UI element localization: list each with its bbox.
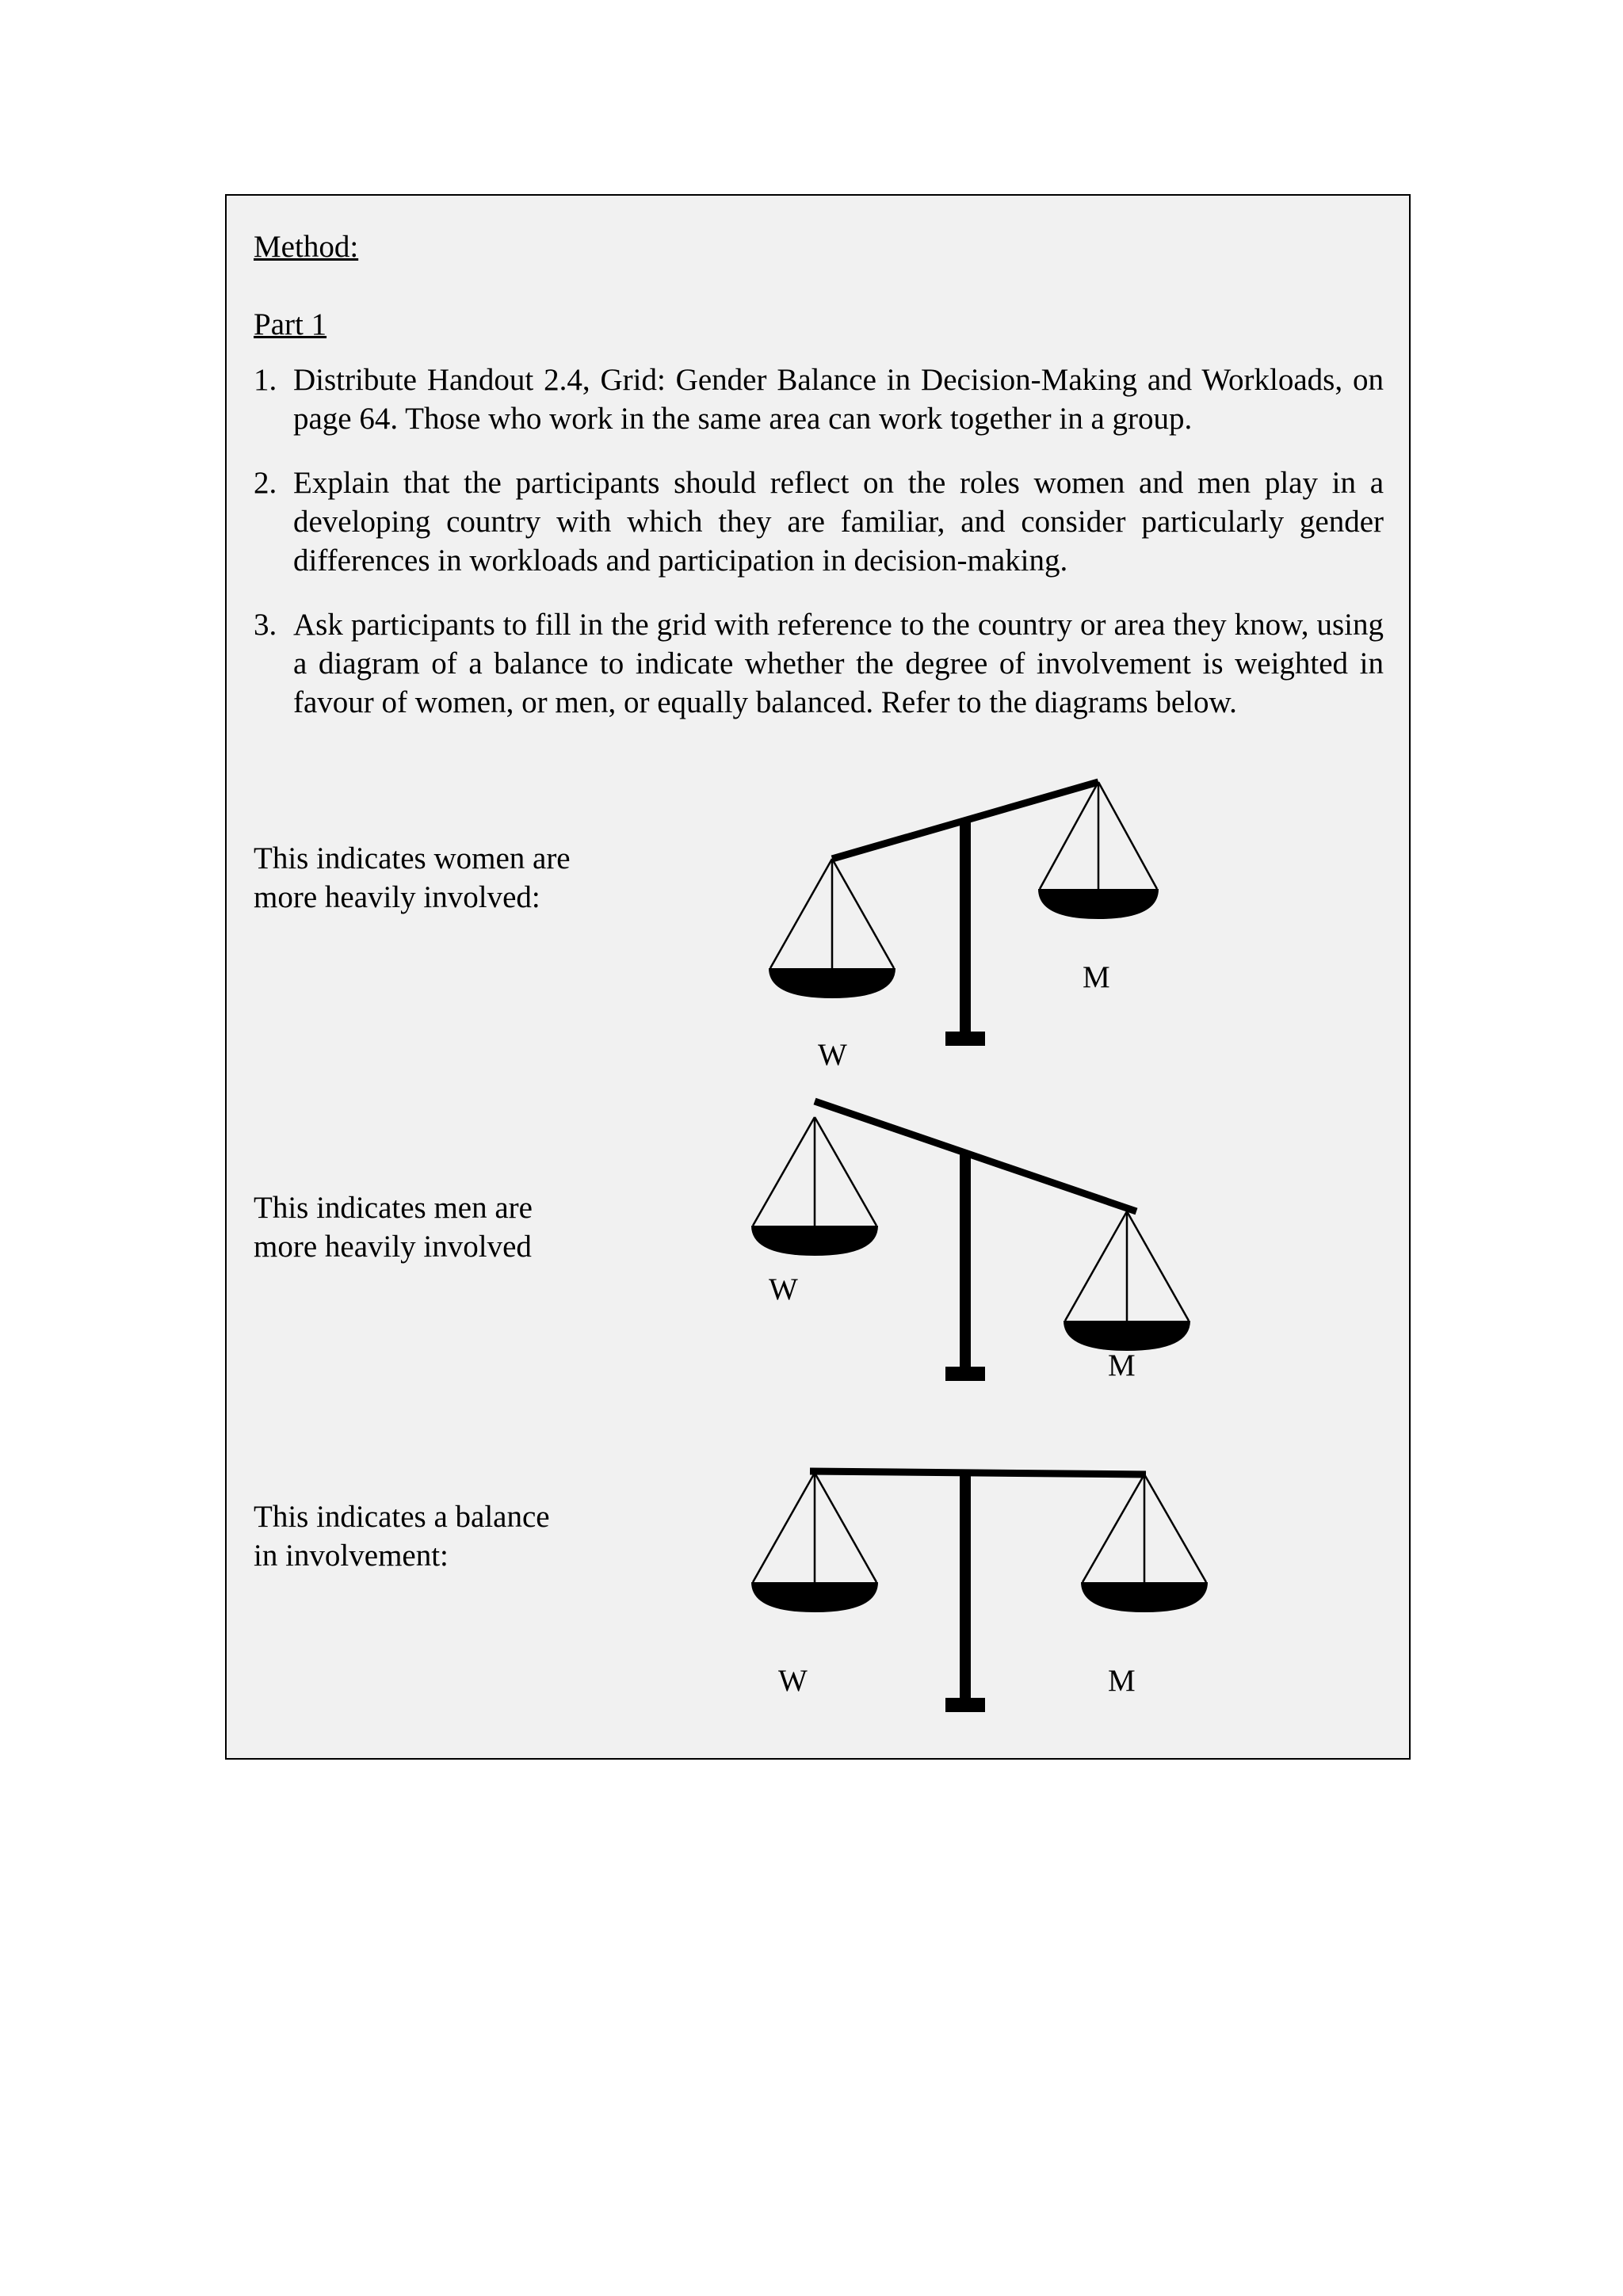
method-heading: Method: [254, 230, 359, 264]
pan-right [1038, 782, 1159, 919]
pan-left [751, 1473, 878, 1612]
pan-right [1081, 1474, 1208, 1612]
method-panel [225, 194, 1411, 1760]
caption-line: more heavily involved: [254, 880, 540, 914]
step-number: 1. [254, 363, 277, 397]
women-label: W [778, 1664, 808, 1698]
caption-line: This indicates a balance [254, 1500, 550, 1534]
step-text: Explain that the participants should reflect on the roles women and men play in a developing country with which they are familiar, and consider particularly gender differences in workloads and participation in decision-making. [293, 466, 1384, 578]
women-label: W [818, 1038, 847, 1072]
pan-left [751, 1117, 878, 1256]
scale-women-heavier-icon [769, 782, 1159, 1046]
women-label: W [769, 1272, 798, 1306]
men-label: M [1108, 1664, 1136, 1698]
part-heading: Part 1 [254, 307, 327, 341]
scale-men-heavier-icon [751, 1101, 1190, 1381]
caption-line: in involvement: [254, 1539, 449, 1573]
step-text: Ask participants to fill in the grid with reference to the country or area they know, using a diagram of a balance to indicate whether the degree of involvement is weighted in favour of women, or men, or equally balanced. Refer to the diagrams below. [293, 608, 1384, 719]
men-label: M [1108, 1348, 1136, 1383]
caption-line: This indicates women are [254, 841, 571, 875]
step-number: 2. [254, 466, 277, 500]
pan-left [769, 859, 896, 998]
balance-diagrams [227, 196, 1412, 1761]
men-label: M [1083, 960, 1110, 994]
step-text: Distribute Handout 2.4, Grid: Gender Balance in Decision-Making and Workloads, on page 64. Those who work in the same area can work together in a group. [293, 363, 1384, 436]
pan-right [1064, 1211, 1190, 1351]
step-number: 3. [254, 608, 277, 642]
caption-line: This indicates men are [254, 1191, 533, 1225]
caption-line: more heavily involved [254, 1230, 532, 1264]
scale-balanced-icon [751, 1471, 1208, 1712]
